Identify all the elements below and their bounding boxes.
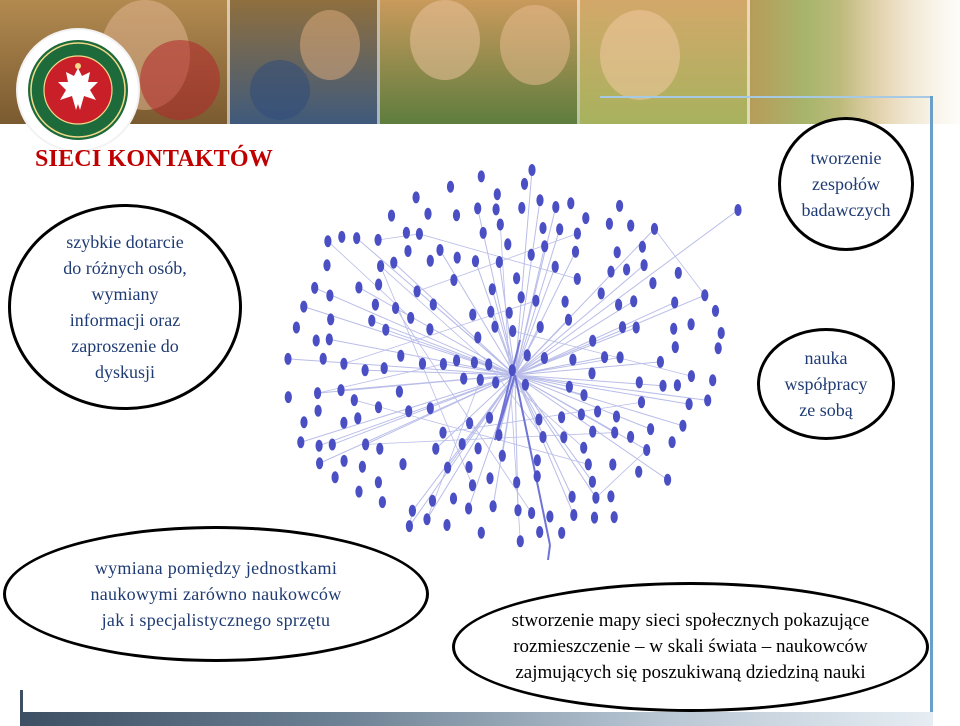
network-node [315, 405, 322, 417]
network-node [518, 291, 525, 303]
network-node [314, 387, 321, 399]
network-edge [386, 330, 515, 375]
network-node [316, 457, 323, 469]
network-node [537, 321, 544, 333]
network-node [472, 255, 479, 267]
network-node [443, 519, 450, 531]
network-node [475, 442, 482, 454]
bubble-fast-contact-text [63, 229, 186, 385]
bubble-line: szybkie dotarcie [66, 232, 184, 252]
network-node [715, 342, 722, 354]
network-node [497, 219, 504, 231]
network-node [641, 259, 648, 271]
network-node [528, 164, 535, 176]
network-node [518, 202, 525, 214]
network-node [485, 358, 492, 370]
network-node [607, 266, 614, 278]
bubble-line: informacji oraz [69, 310, 181, 330]
network-node [627, 431, 634, 443]
network-node [492, 377, 499, 389]
network-node [615, 299, 622, 311]
network-node [532, 295, 539, 307]
network-node [734, 204, 741, 216]
network-node [633, 322, 640, 334]
network-node [487, 306, 494, 318]
network-node [664, 474, 671, 486]
bubble-social-map-text [512, 608, 870, 686]
network-node [493, 203, 500, 215]
network-node [406, 520, 413, 532]
network-edge-strong [515, 375, 550, 545]
network-node [639, 241, 646, 253]
network-node [341, 455, 348, 467]
network-node [670, 323, 677, 335]
network-node [327, 313, 334, 325]
network-node [562, 296, 569, 308]
bubble-line: nauka [804, 348, 848, 368]
network-node [627, 220, 634, 232]
network-node [609, 459, 616, 471]
network-node [477, 374, 484, 386]
network-node [659, 380, 666, 392]
network-node [541, 240, 548, 252]
network-node [574, 228, 581, 240]
network-node [469, 479, 476, 491]
network-node [390, 257, 397, 269]
network-node [388, 210, 395, 222]
network-node [570, 509, 577, 521]
bubble-research-teams [778, 117, 914, 251]
network-edge [440, 250, 515, 375]
network-node [326, 333, 333, 345]
network-node [558, 411, 565, 423]
network-node [619, 321, 626, 333]
network-node [414, 285, 421, 297]
network-node [478, 170, 485, 182]
network-node [419, 358, 426, 370]
network-node [338, 231, 345, 243]
network-node [524, 349, 531, 361]
network-edge [515, 375, 574, 515]
network-node [450, 493, 457, 505]
bubble-cooperation-text [785, 345, 868, 423]
network-node [709, 374, 716, 386]
network-node [359, 461, 366, 473]
network-node [465, 503, 472, 515]
network-node [601, 351, 608, 363]
bubble-line: rozmieszczenie – w skali świata – naukowców [513, 636, 868, 657]
network-node [679, 420, 686, 432]
network-node [377, 260, 384, 272]
network-node [379, 496, 386, 508]
network-node [546, 511, 553, 523]
network-node [351, 394, 358, 406]
bubble-social-map [452, 582, 929, 712]
bubble-exchange-text [90, 555, 341, 633]
network-node [649, 277, 656, 289]
network-node [409, 505, 416, 517]
network-node [528, 249, 535, 261]
network-node [486, 472, 493, 484]
network-node [337, 384, 344, 396]
network-node [592, 492, 599, 504]
network-node [392, 302, 399, 314]
network-node [675, 267, 682, 279]
network-node [552, 261, 559, 273]
network-node [404, 245, 411, 257]
network-edge [515, 267, 555, 375]
bubble-exchange [3, 526, 429, 662]
network-node [324, 235, 331, 247]
network-node [701, 289, 708, 301]
bubble-line: zespołów [812, 174, 880, 194]
network-node [494, 188, 501, 200]
network-edge [515, 327, 636, 375]
network-node [300, 301, 307, 313]
network-node [712, 305, 719, 317]
network-node [427, 402, 434, 414]
bubble-line: jak i specjalistycznego sprzętu [101, 610, 331, 630]
network-node [671, 297, 678, 309]
network-node [332, 471, 339, 483]
network-node [460, 373, 467, 385]
network-edge-strong [548, 545, 550, 560]
bubble-research-teams-text [802, 145, 891, 223]
network-node [589, 476, 596, 488]
bubble-line: zaproszenie do [71, 336, 179, 356]
network-node [439, 427, 446, 439]
network-node [672, 341, 679, 353]
network-edge [320, 375, 515, 463]
network-node [480, 227, 487, 239]
network-edge [654, 229, 704, 295]
network-node [429, 495, 436, 507]
network-node [495, 429, 502, 441]
network-node [430, 299, 437, 311]
network-node [580, 389, 587, 401]
network-node [444, 462, 451, 474]
network-node [513, 272, 520, 284]
network-node [606, 218, 613, 230]
network-edge [378, 234, 419, 240]
network-node [320, 353, 327, 365]
network-node [465, 461, 472, 473]
network-node [569, 491, 576, 503]
network-node [459, 438, 466, 450]
bubble-line: współpracy [784, 374, 868, 394]
network-node [466, 417, 473, 429]
bubble-line: tworzenie [810, 148, 882, 168]
network-node [674, 379, 681, 391]
network-node [376, 443, 383, 455]
network-node [368, 315, 375, 327]
network-node [651, 223, 658, 235]
network-node [355, 282, 362, 294]
network-node [440, 358, 447, 370]
network-node [453, 355, 460, 367]
network-node [718, 327, 725, 339]
bubble-line: zajmujących się poszukiwaną dziedziną nauki [515, 662, 866, 683]
network-edge [332, 375, 515, 445]
network-node [589, 335, 596, 347]
network-node [340, 358, 347, 370]
network-node [638, 396, 645, 408]
banner-face [300, 10, 360, 80]
network-node [506, 307, 513, 319]
network-node [353, 232, 360, 244]
network-edge [409, 375, 515, 526]
network-node [313, 335, 320, 347]
network-node [580, 442, 587, 454]
network-node [607, 490, 614, 502]
network-node [617, 351, 624, 363]
network-node [326, 290, 333, 302]
network-node [399, 458, 406, 470]
network-node [311, 282, 318, 294]
bubble-line: stworzenie mapy sieci społecznych pokazujące [511, 610, 870, 631]
network-node [490, 500, 497, 512]
network-node [340, 417, 347, 429]
bubble-line: do różnych osób, [63, 258, 187, 278]
frame-top-line [600, 96, 933, 98]
network-node [454, 252, 461, 264]
network-node [594, 406, 601, 418]
network-node [536, 194, 543, 206]
network-node [630, 295, 637, 307]
network-node [635, 466, 642, 478]
bubble-line: wymiana pomiędzy jednostkami [94, 558, 338, 578]
network-node [474, 332, 481, 344]
frame-bottom-bar [20, 712, 933, 726]
network-node [535, 414, 542, 426]
network-edge [515, 362, 660, 375]
network-node [405, 405, 412, 417]
network-node [382, 324, 389, 336]
network-node [688, 318, 695, 330]
network-node [611, 511, 618, 523]
bubble-line: ze sobą [799, 400, 853, 420]
network-node [558, 527, 565, 539]
network-node [522, 379, 529, 391]
network-node [499, 450, 506, 462]
network-node [582, 212, 589, 224]
network-nodes [284, 164, 741, 547]
network-node [416, 228, 423, 240]
network-node [611, 427, 618, 439]
network-node [284, 353, 291, 365]
network-node [453, 209, 460, 221]
network-node [539, 431, 546, 443]
network-node [397, 350, 404, 362]
network-node [565, 314, 572, 326]
network-node [636, 376, 643, 388]
bubble-line: wymiany [91, 284, 159, 304]
network-node [616, 200, 623, 212]
network-node [375, 279, 382, 291]
frame-right-line [930, 96, 933, 726]
network-node [686, 398, 693, 410]
network-node [513, 476, 520, 488]
network-node [588, 367, 595, 379]
network-node [514, 504, 521, 516]
network-node [578, 408, 585, 420]
network-node [355, 486, 362, 498]
network-node [423, 513, 430, 525]
network-node [623, 264, 630, 276]
network-node [614, 246, 621, 258]
network-node [447, 181, 454, 193]
network-node [528, 507, 535, 519]
banner-face [600, 10, 680, 100]
network-node [489, 283, 496, 295]
network-node [509, 364, 516, 376]
photo-banner [0, 0, 960, 124]
network-node [643, 444, 650, 456]
network-node [552, 201, 559, 213]
network-node [647, 423, 654, 435]
network-node [541, 352, 548, 364]
network-node [574, 273, 581, 285]
network-edge [341, 375, 515, 390]
network-node [375, 401, 382, 413]
network-node [407, 312, 414, 324]
network-node [657, 356, 664, 368]
network-node [517, 535, 524, 547]
banner-fade [840, 0, 960, 124]
banner-face [500, 5, 570, 85]
network-node [396, 386, 403, 398]
network-node [536, 526, 543, 538]
network-node [534, 454, 541, 466]
network-node [293, 322, 300, 334]
social-network-graph [250, 140, 750, 580]
network-node [566, 381, 573, 393]
network-node [585, 458, 592, 470]
network-node [426, 323, 433, 335]
network-node [300, 416, 307, 428]
university-logo [18, 30, 138, 150]
network-node [413, 191, 420, 203]
network-node [486, 412, 493, 424]
network-node [704, 394, 711, 406]
slide-title: SIECI KONTAKTÓW [35, 146, 273, 172]
network-node [471, 356, 478, 368]
network-node [362, 438, 369, 450]
network-node [381, 362, 388, 374]
network-node [375, 476, 382, 488]
network-node [474, 202, 481, 214]
network-node [560, 431, 567, 443]
network-node [297, 436, 304, 448]
network-node [591, 512, 598, 524]
banner-shirt [250, 60, 310, 120]
network-node [375, 234, 382, 246]
network-node [509, 325, 516, 337]
network-node [567, 197, 574, 209]
banner-shirt [140, 40, 220, 120]
network-node [323, 259, 330, 271]
network-node [372, 299, 379, 311]
network-edge [499, 262, 515, 375]
network-node [521, 178, 528, 190]
network-node [613, 411, 620, 423]
bubble-line: naukowymi zarówno naukowców [90, 584, 342, 604]
network-node [362, 364, 369, 376]
network-node [572, 246, 579, 258]
network-node [534, 470, 541, 482]
network-node [285, 391, 292, 403]
bubble-line: dyskusji [94, 362, 155, 382]
network-node [496, 256, 503, 268]
bubble-cooperation [757, 328, 895, 440]
banner-face [410, 0, 480, 80]
network-node [432, 443, 439, 455]
network-node [436, 244, 443, 256]
network-node [589, 426, 596, 438]
network-node [329, 439, 336, 451]
bubble-fast-contact [8, 204, 242, 410]
bubble-line: badawczych [801, 200, 891, 220]
network-node [354, 412, 361, 424]
network-node [403, 227, 410, 239]
network-node [478, 527, 485, 539]
network-node [491, 321, 498, 333]
network-node [669, 436, 676, 448]
network-node [598, 287, 605, 299]
network-node [688, 370, 695, 382]
network-node [450, 274, 457, 286]
network-node [427, 255, 434, 267]
network-node [569, 354, 576, 366]
university-seal-icon [18, 30, 138, 150]
network-node [469, 309, 476, 321]
network-node [424, 208, 431, 220]
network-node [556, 223, 563, 235]
network-node [316, 440, 323, 452]
network-node [539, 222, 546, 234]
network-node [504, 238, 511, 250]
